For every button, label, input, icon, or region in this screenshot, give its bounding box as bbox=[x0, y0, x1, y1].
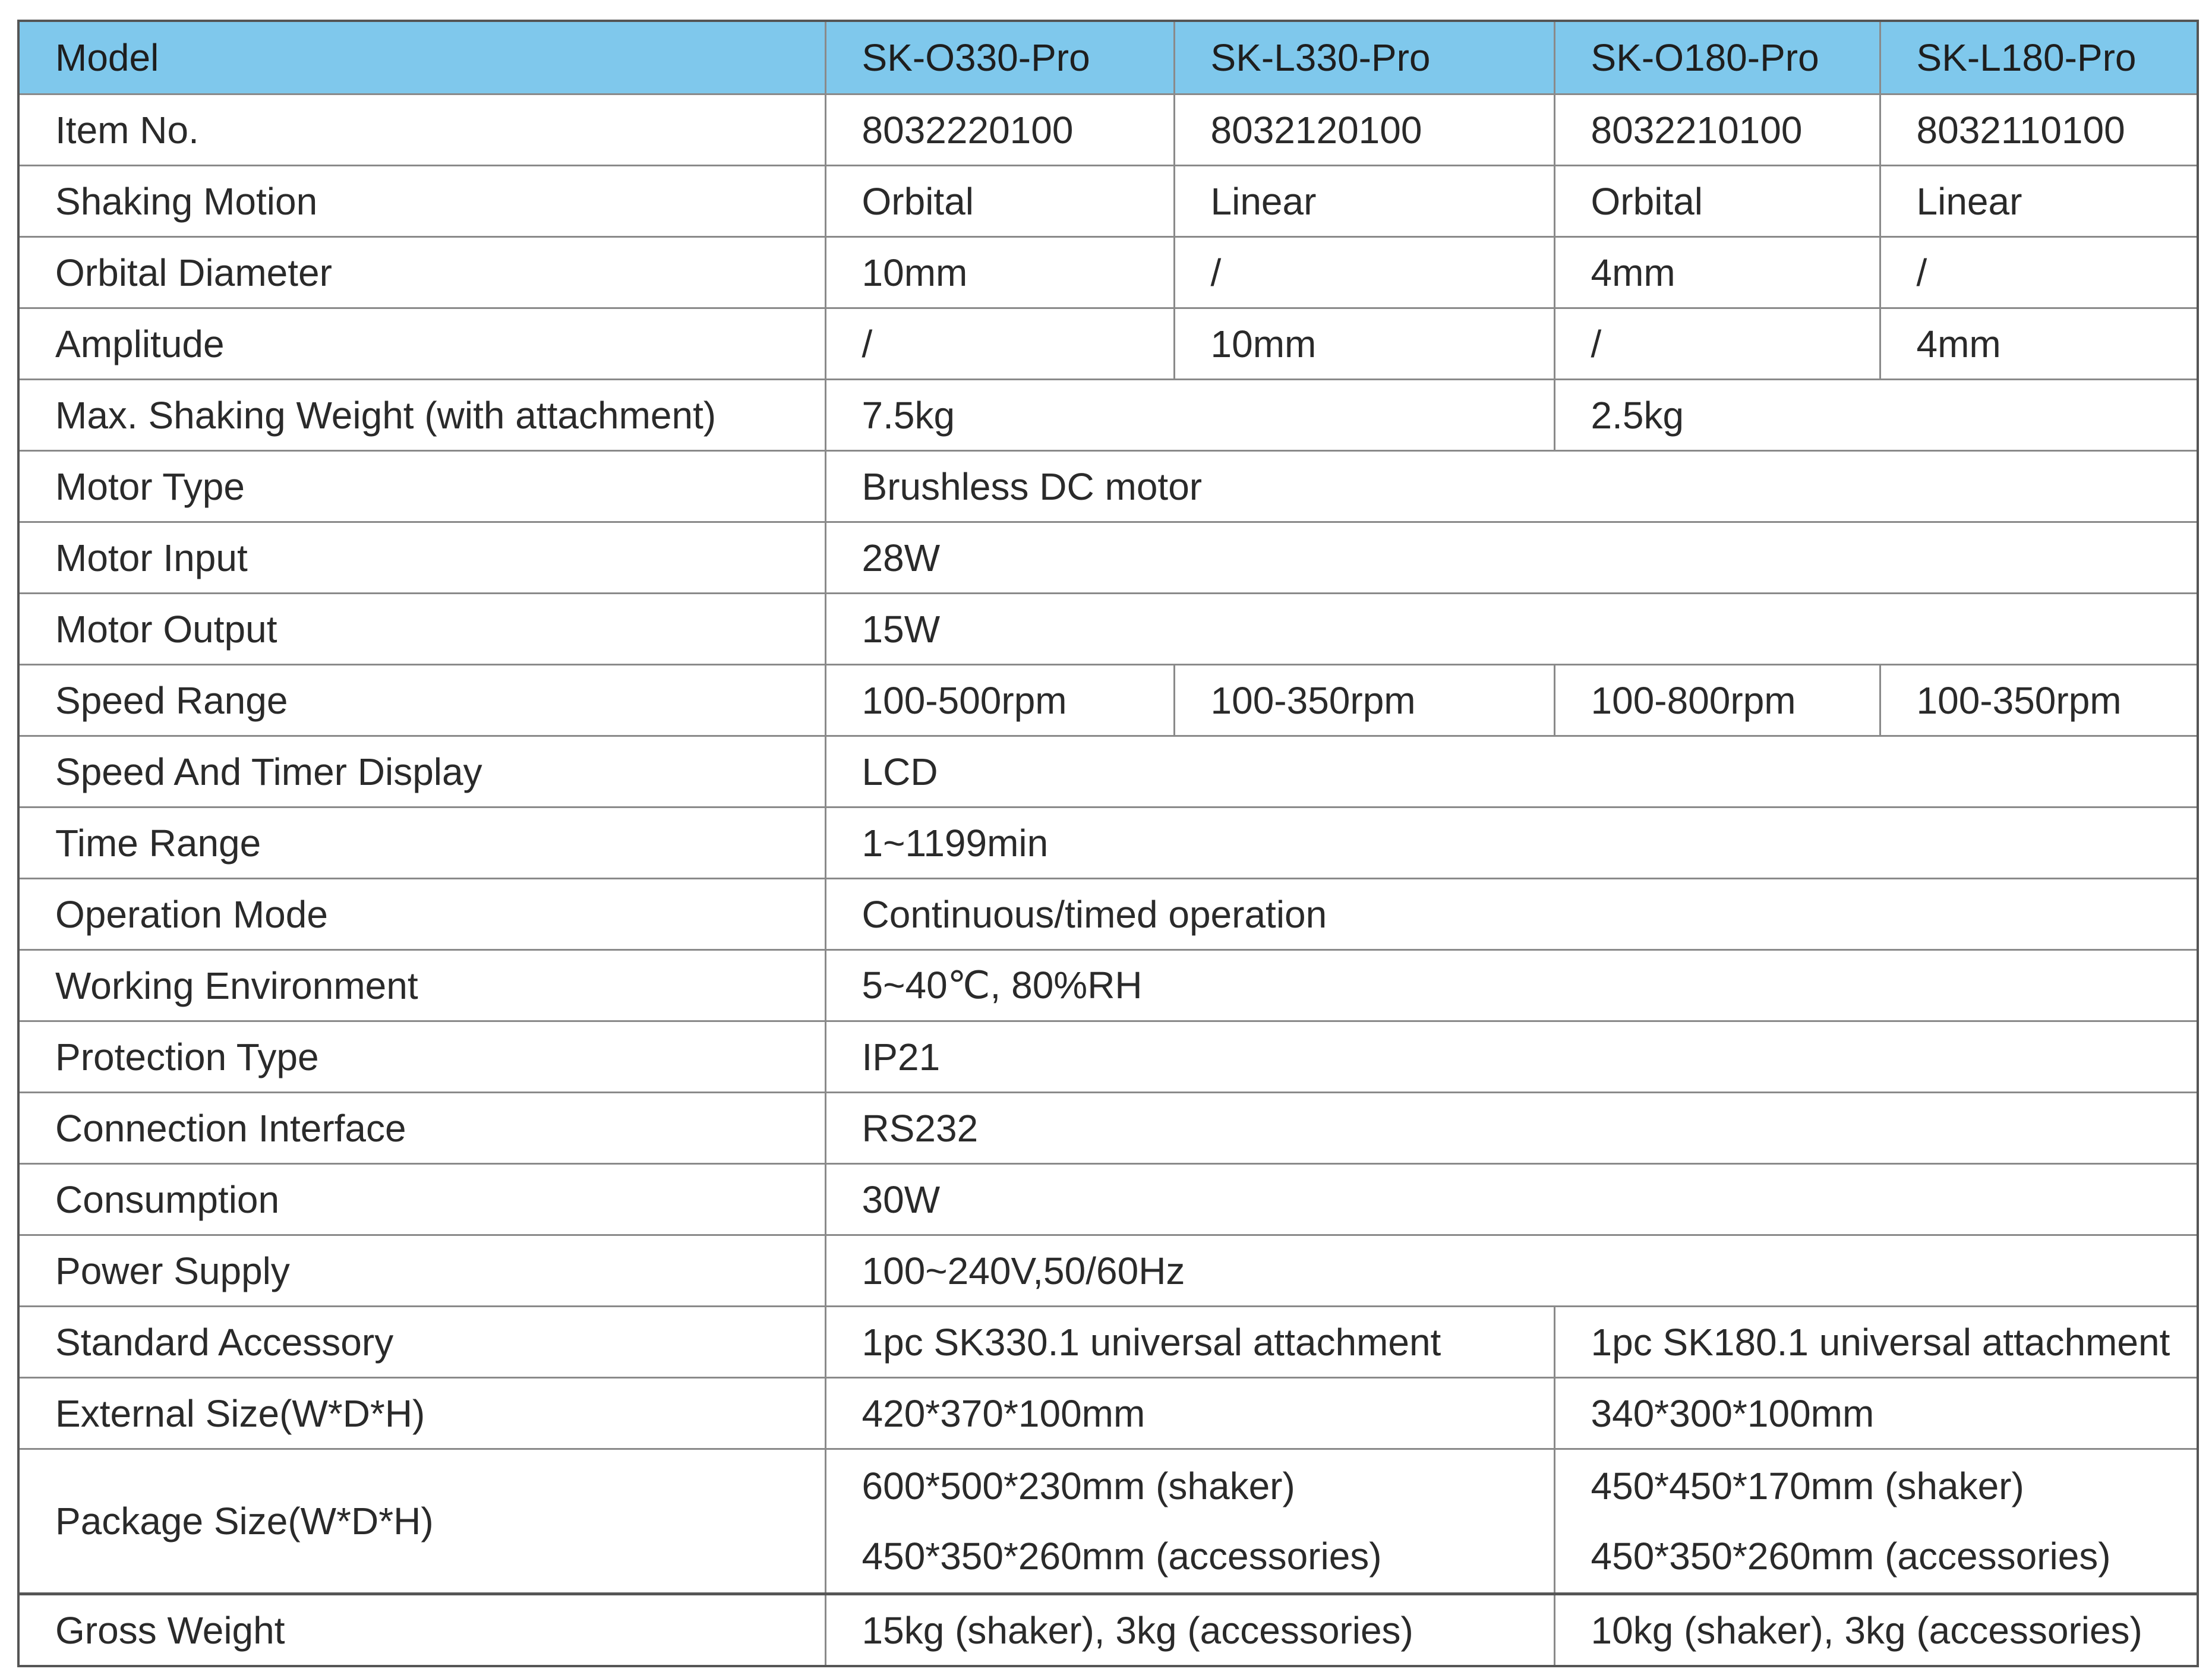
cell-value: 15W bbox=[825, 594, 2198, 665]
row-label: Amplitude bbox=[18, 308, 825, 380]
cell-value: / bbox=[1880, 237, 2198, 308]
row-motor-output bbox=[18, 594, 2198, 665]
cell-value: 1pc SK180.1 universal attachment bbox=[1554, 1307, 2198, 1378]
cell-line: 450*350*260mm (accessories) bbox=[862, 1535, 1382, 1578]
cell-value: / bbox=[1554, 308, 1880, 380]
header-model-sk-l330-pro: SK-L330-Pro bbox=[1174, 21, 1554, 94]
spec-table bbox=[17, 20, 2199, 1667]
cell-value: 420*370*100mm bbox=[825, 1378, 1554, 1449]
cell-value: 340*300*100mm bbox=[1554, 1378, 2198, 1449]
row-label: Shaking Motion bbox=[18, 166, 825, 237]
cell-value: 100-350rpm bbox=[1880, 665, 2198, 736]
row-label: Working Environment bbox=[18, 950, 825, 1021]
row-consumption bbox=[18, 1164, 2198, 1235]
cell-line: 450*450*170mm (shaker) bbox=[1591, 1465, 2024, 1507]
cell-value: 10kg (shaker), 3kg (accessories) bbox=[1554, 1594, 2198, 1667]
row-display bbox=[18, 736, 2198, 807]
row-label: Item No. bbox=[18, 94, 825, 166]
cell-value: 8032110100 bbox=[1880, 94, 2198, 166]
cell-line: 600*500*230mm (shaker) bbox=[862, 1465, 1295, 1507]
cell-value: 30W bbox=[825, 1164, 2198, 1235]
row-speed-range bbox=[18, 665, 2198, 736]
row-amplitude bbox=[18, 308, 2198, 380]
row-label: Time Range bbox=[18, 807, 825, 879]
row-label: Speed And Timer Display bbox=[18, 736, 825, 807]
row-label: Orbital Diameter bbox=[18, 237, 825, 308]
cell-value: 7.5kg bbox=[825, 380, 1554, 451]
row-label: Gross Weight bbox=[18, 1594, 825, 1667]
cell-value: 8032210100 bbox=[1554, 94, 1880, 166]
cell-value: 28W bbox=[825, 522, 2198, 594]
cell-value: 8032220100 bbox=[825, 94, 1174, 166]
header-row bbox=[18, 21, 2198, 94]
row-power-supply bbox=[18, 1235, 2198, 1307]
header-model-sk-l180-pro: SK-L180-Pro bbox=[1880, 21, 2198, 94]
cell-value: LCD bbox=[825, 736, 2198, 807]
cell-value: 100~240V,50/60Hz bbox=[825, 1235, 2198, 1307]
cell-value: 2.5kg bbox=[1554, 380, 2198, 451]
header-model-sk-o180-pro: SK-O180-Pro bbox=[1554, 21, 1880, 94]
row-motor-type bbox=[18, 451, 2198, 522]
row-orbital-diameter bbox=[18, 237, 2198, 308]
cell-value: 100-800rpm bbox=[1554, 665, 1880, 736]
row-label: Consumption bbox=[18, 1164, 825, 1235]
row-external-size bbox=[18, 1378, 2198, 1449]
cell-value: 4mm bbox=[1880, 308, 2198, 380]
row-working-environment bbox=[18, 950, 2198, 1021]
cell-value: RS232 bbox=[825, 1093, 2198, 1164]
row-label: Standard Accessory bbox=[18, 1307, 825, 1378]
cell-value: / bbox=[1174, 237, 1554, 308]
row-label: Motor Input bbox=[18, 522, 825, 594]
row-label: External Size(W*D*H) bbox=[18, 1378, 825, 1449]
cell-value: IP21 bbox=[825, 1021, 2198, 1093]
row-gross-weight bbox=[18, 1594, 2198, 1667]
cell-value: Orbital bbox=[1554, 166, 1880, 237]
row-label: Motor Type bbox=[18, 451, 825, 522]
row-package-size bbox=[18, 1449, 2198, 1594]
row-operation-mode bbox=[18, 879, 2198, 950]
row-standard-accessory bbox=[18, 1307, 2198, 1378]
row-label: Protection Type bbox=[18, 1021, 825, 1093]
cell-value: 1pc SK330.1 universal attachment bbox=[825, 1307, 1554, 1378]
cell-value: Linear bbox=[1880, 166, 2198, 237]
row-connection-interface bbox=[18, 1093, 2198, 1164]
row-label: Connection Interface bbox=[18, 1093, 825, 1164]
cell-value: 100-350rpm bbox=[1174, 665, 1554, 736]
cell-value: Orbital bbox=[825, 166, 1174, 237]
cell-value-group bbox=[1554, 1449, 2198, 1594]
header-model-sk-o330-pro: SK-O330-Pro bbox=[825, 21, 1174, 94]
row-protection-type bbox=[18, 1021, 2198, 1093]
row-shaking-motion bbox=[18, 166, 2198, 237]
cell-value: 15kg (shaker), 3kg (accessories) bbox=[825, 1594, 1554, 1667]
cell-value: 5~40℃, 80%RH bbox=[825, 950, 2198, 1021]
row-label: Power Supply bbox=[18, 1235, 825, 1307]
row-time-range bbox=[18, 807, 2198, 879]
row-label: Operation Mode bbox=[18, 879, 825, 950]
row-label: Package Size(W*D*H) bbox=[18, 1449, 825, 1594]
cell-value: 10mm bbox=[825, 237, 1174, 308]
cell-value: Continuous/timed operation bbox=[825, 879, 2198, 950]
cell-value: 100-500rpm bbox=[825, 665, 1174, 736]
row-label: Speed Range bbox=[18, 665, 825, 736]
cell-value-group bbox=[825, 1449, 1554, 1594]
header-model-label: Model bbox=[18, 21, 825, 94]
row-label: Motor Output bbox=[18, 594, 825, 665]
cell-value: 8032120100 bbox=[1174, 94, 1554, 166]
row-motor-input bbox=[18, 522, 2198, 594]
cell-value: 4mm bbox=[1554, 237, 1880, 308]
cell-value: 1~1199min bbox=[825, 807, 2198, 879]
cell-value: Linear bbox=[1174, 166, 1554, 237]
cell-value: / bbox=[825, 308, 1174, 380]
row-max-shaking-weight bbox=[18, 380, 2198, 451]
cell-line: 450*350*260mm (accessories) bbox=[1591, 1535, 2111, 1578]
cell-value: 10mm bbox=[1174, 308, 1554, 380]
row-item-no bbox=[18, 94, 2198, 166]
row-label: Max. Shaking Weight (with attachment) bbox=[18, 380, 825, 451]
cell-value: Brushless DC motor bbox=[825, 451, 2198, 522]
